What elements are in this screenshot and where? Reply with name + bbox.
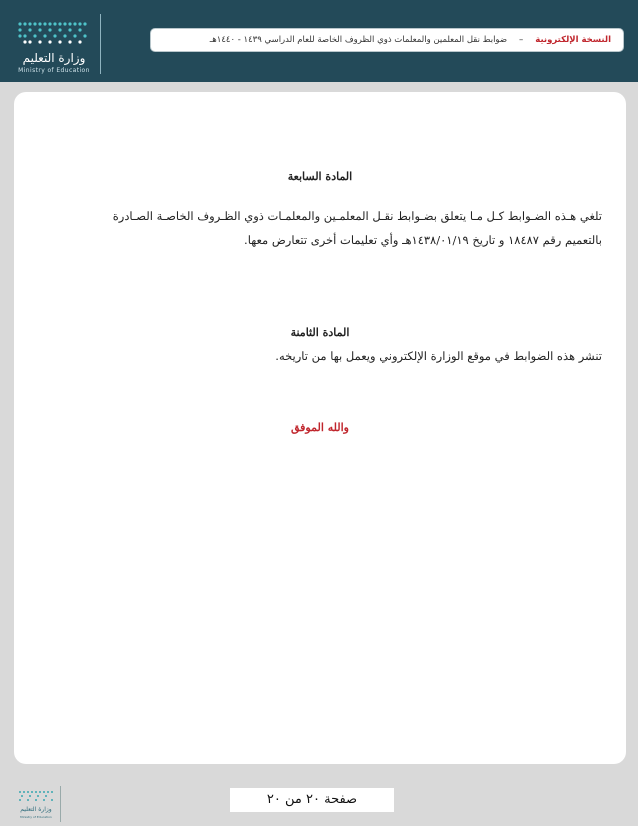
footer-ministry-logo [14,788,58,822]
article-8-body [94,344,602,368]
article-7-heading: المادة السابعة [287,170,353,183]
article-8-line-1: تنشر هذه الضوابط في موقع الوزارة الإلكتروني ويعمل بها من تاريخه. [275,349,602,363]
footer [0,780,638,826]
article-7-body [94,204,602,252]
article-8-heading: المادة الثامنة [290,326,350,339]
header-bar [0,0,638,82]
electronic-version-label: النسخة الإلكترونية [535,35,611,45]
document-page [14,92,626,764]
footer-logo-text-ar: وزارة التعليم [20,806,52,813]
footer-ministry-logo-icon [14,788,58,804]
article-7-line-2: بالتعميم رقم ١٨٤٨٧ و تاريخ ١٤٣٨/٠١/١٩هـ وأي تعليمات أخرى تتعارض معها. [244,233,602,247]
article-7-line-1: تلغي هـذه الضـوابط كـل مـا يتعلق بضـوابط نقـل المعلمـين والمعلمـات ذوي الظـروف الخاصـة الصـادرة [112,209,602,223]
title-separator: – [519,35,524,45]
logo-divider [100,14,101,74]
ministry-logo-icon [14,18,94,50]
page-number-label: صفحة ٢٠ من ٢٠ [230,788,394,812]
logo-text-ar: وزارة التعليم [22,51,86,65]
footer-logo-text-en: Ministry of Education [20,815,52,819]
closing-phrase: والله الموفق [291,421,349,434]
document-title-bar [150,28,624,52]
ministry-logo [10,14,98,76]
logo-text-en: Ministry of Education [18,67,90,74]
footer-divider [60,786,61,822]
document-title: ضوابط نقل المعلمين والمعلمات ذوي الظروف الخاصة للعام الدراسي ١٤٣٩ - ١٤٤٠هـ [209,35,508,45]
